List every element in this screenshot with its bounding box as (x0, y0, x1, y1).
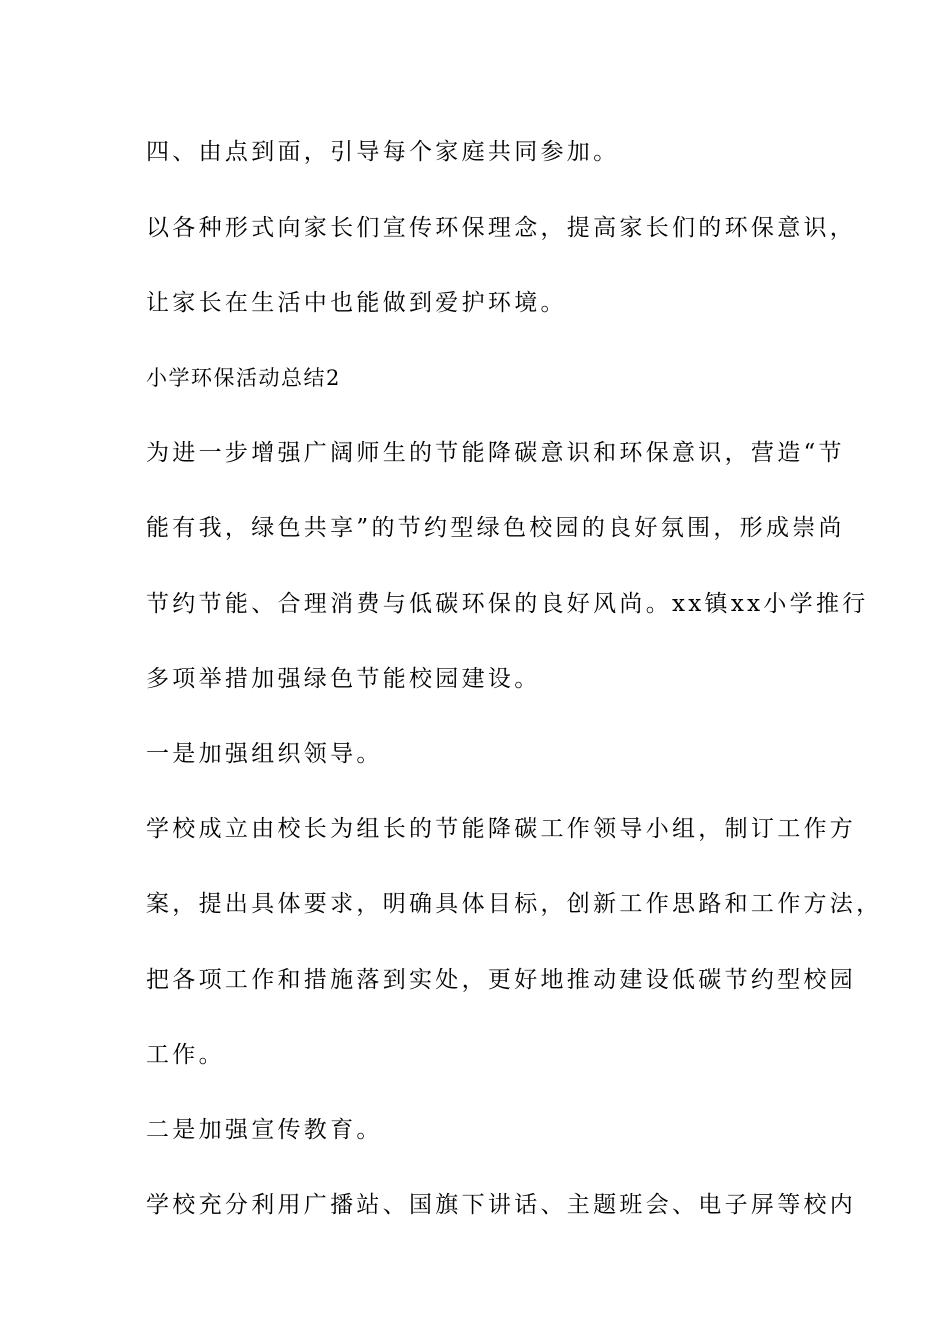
paragraph-line-8: 多项举措加强绿色节能校园建设。 (146, 666, 541, 692)
section-heading: 小学环保活动总结2 (146, 366, 341, 390)
paragraph-line-15: 学校充分利用广播站、国旗下讲话、主题班会、电子屏等校内 (146, 1192, 857, 1218)
paragraph-line-11: 案，提出具体要求，明确具体目标，创新工作思路和工作方法， (146, 891, 883, 917)
paragraph-line-13: 工作。 (146, 1042, 225, 1068)
paragraph-line-6: 能有我，绿色共享”的节约型绿色校园的良好氛围，形成崇尚 (146, 515, 845, 541)
paragraph-line-9: 一是加强组织领导。 (146, 741, 383, 767)
paragraph-line-3: 让家长在生活中也能做到爱护环境。 (146, 290, 567, 316)
paragraph-line-7: 节约节能、合理消费与低碳环保的良好风尚。xx镇xx小学推行 (146, 591, 869, 617)
paragraph-line-5: 为进一步增强广阔师生的节能降碳意识和环保意识，营造“节 (146, 440, 845, 466)
paragraph-line-12: 把各项工作和措施落到实处，更好地推动建设低碳节约型校园 (146, 967, 857, 993)
paragraph-line-1: 四、由点到面，引导每个家庭共同参加。 (146, 139, 620, 165)
paragraph-line-14: 二是加强宣传教育。 (146, 1117, 383, 1143)
paragraph-line-10: 学校成立由校长为组长的节能降碳工作领导小组，制订工作方 (146, 816, 857, 842)
paragraph-line-2: 以各种形式向家长们宣传环保理念，提高家长们的环保意识， (146, 215, 857, 241)
